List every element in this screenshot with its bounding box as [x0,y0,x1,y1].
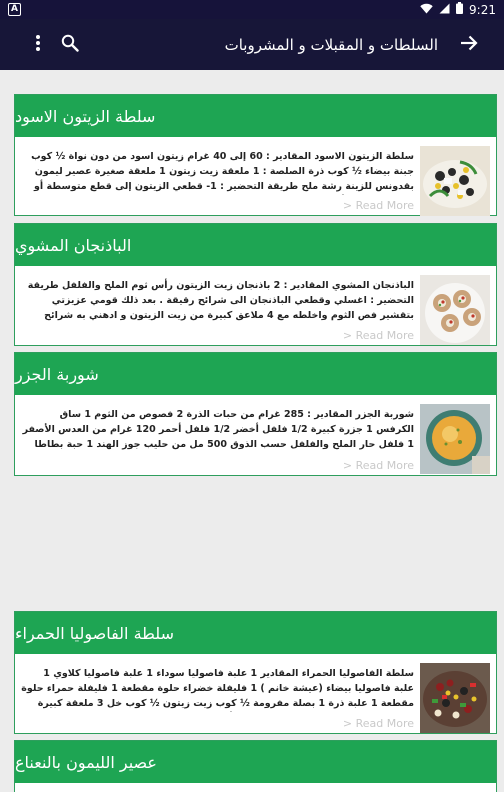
read-more-link[interactable]: > Read More [342,329,414,342]
recipe-card-text: شوربة الجزر المقادير : 285 غرام من حبات الذرة 2 فصوص من الثوم 1 ساق الكرفس 1 جزرة كبيرة 1/2 فلفل أخضر 1/2 فلفل أحمر 120 غرام من العدس الأصفر 1 فلفل حار الملح والفلفل حسب الذوق 500 مل من حليب جوز الهند 1 حبة بطاطا [22,409,414,450]
back-button[interactable] [449,19,489,70]
battery-icon [456,2,463,17]
recipe-image-black-olive-salad [420,146,490,216]
search-button[interactable] [50,19,90,70]
signal-icon [439,3,450,17]
recipe-card-body [15,266,496,345]
recipe-card-text: سلطة الفاصوليا الحمراء المقادير 1 علبة فاصوليا سوداء 1 علبة فاصوليا كلاوي 1 علبة فاصوليا بيضاء (عيشة خانم ) 1 فليفلة خضراء حلوة مقطعة 1 فليفلة حمراء حلوة مقطعة 1 علبة ذرة 1 بصلة مفرومة ½ كوب زيت زيتون ½ كوب خل 3 ملعقة كبيرة [21,668,414,709]
recipe-card-body [15,137,496,215]
status-time: 9:21 [469,2,496,17]
read-more-link[interactable]: > Read More [342,199,414,212]
status-right [420,2,496,17]
arrow-forward-icon [460,35,478,55]
recipe-card[interactable] [14,611,497,734]
app-notification-icon: A [8,3,21,16]
page-title: السلطات و المقبلات و المشروبات [224,35,438,54]
recipe-card-title: سلطة الزيتون الاسود [15,95,496,137]
recipe-card[interactable] [14,352,497,476]
recipe-image-carrot-soup [420,404,490,474]
recipe-card-title: الباذنجان المشوي [15,224,496,266]
recipe-card-body [15,654,496,733]
more-vert-icon [35,34,41,56]
recipe-card-body [15,395,496,475]
recipe-list[interactable] [0,70,504,792]
search-icon [61,34,79,56]
recipe-card-text: سلطة الزيتون الاسود المقادير : 60 إلى 40 غرام زيتون اسود من دون نواة ½ كوب جبنة بيضاء ½ كوب ذرة الصلصة : 1 ملعقة زيت زيتون 1 ملعقة صغيرة عصير ليمون بقدونس للزينة رشة ملح طريقة التحضير : 1- قطعي الزيتون إلى قطع متوسطة أو [31,151,414,192]
recipe-card-title: سلطة الفاصوليا الحمراء [15,612,496,654]
recipe-card[interactable] [14,94,497,216]
wifi-icon [420,3,433,17]
recipe-card[interactable] [14,223,497,346]
recipe-card-title: عصير الليمون بالنعناع [15,741,496,783]
status-bar [0,0,504,19]
read-more-link[interactable]: > Read More [342,717,414,730]
recipe-image-red-bean-salad [420,663,490,733]
recipe-image-grilled-eggplant [420,275,490,345]
recipe-card-text: الباذنجان المشوي المقادير : 2 باذنجان زيت الزيتون رأس ثوم الملح والفلفل طريقة التحضير : اغسلي وقطعي الباذنجان الى شرائح رقيقة . بعد ذلك قومي عزيزتي بتقشير فص الثوم واخلطه مع 4 ملاعق كبيرة من زيت الزيتون و ادهني به شرائح [27,280,414,321]
recipe-card[interactable] [14,740,497,792]
read-more-link[interactable]: > Read More [342,459,414,472]
app-bar [0,19,504,70]
status-left [8,3,21,16]
recipe-card-title: شوربة الجزر [15,353,496,395]
